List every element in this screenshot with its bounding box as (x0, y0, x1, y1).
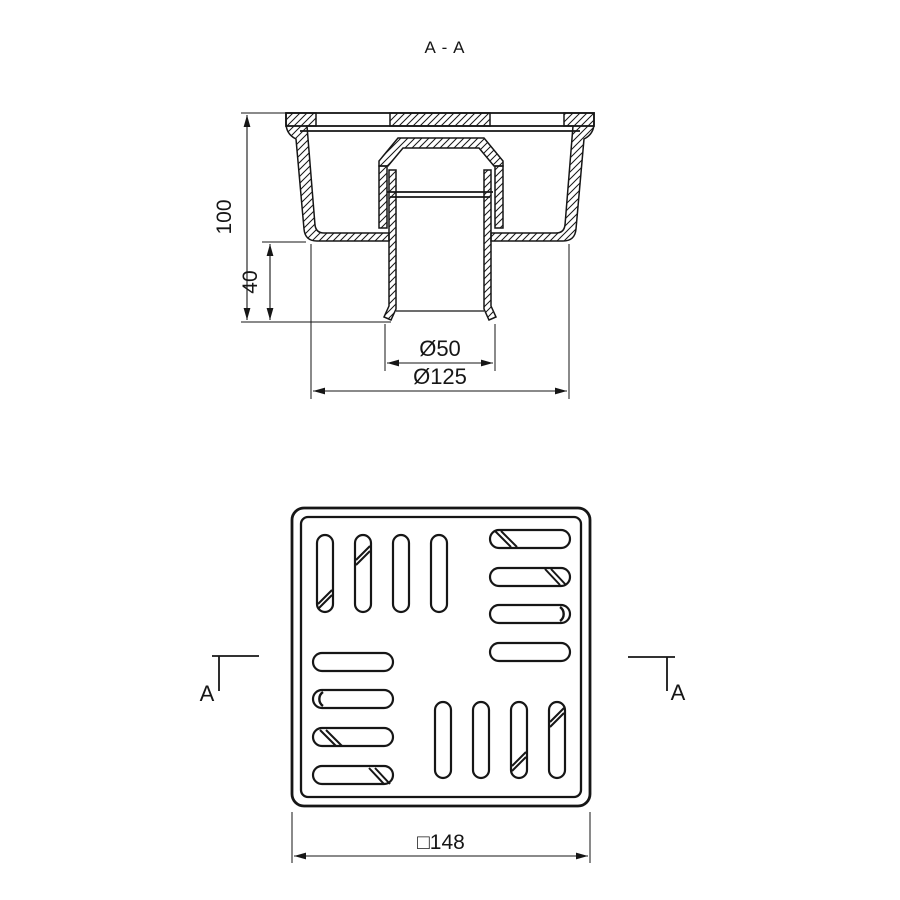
dimension-outlet-length (239, 242, 306, 320)
grate-slot (313, 728, 393, 746)
flange-center-block (390, 113, 490, 126)
grate-slot (511, 702, 527, 778)
section-marker-label-left: A (199, 681, 215, 706)
grate-slot (317, 535, 333, 612)
grate-slot (431, 535, 447, 612)
section-marker-left (200, 656, 259, 706)
grate-slot (490, 605, 570, 623)
section-title: A - A (424, 38, 466, 57)
top-view (200, 508, 686, 863)
grate-slot (393, 535, 409, 612)
dim-label-40: 40 (239, 270, 262, 294)
collar-sleeve-right (495, 166, 503, 228)
dimension-grate-size (292, 812, 590, 863)
grate-slot (473, 702, 489, 778)
dim-label-125: Ø125 (413, 364, 467, 389)
dim-label-50: Ø50 (419, 336, 461, 361)
body-wall-right (491, 113, 594, 241)
section-marker-label-right: A (670, 680, 686, 705)
flange-band (286, 113, 594, 131)
grate-slot (313, 653, 393, 671)
pipe-wall-right (484, 170, 496, 320)
dim-label-100: 100 (213, 199, 236, 235)
dim-label-148: □148 (417, 831, 465, 854)
body-wall-left (286, 113, 389, 241)
section-view (213, 38, 594, 399)
grate-slot (490, 643, 570, 661)
collar-chamfer (379, 138, 503, 166)
collar-sleeve-left (379, 166, 387, 228)
section-marker-right (628, 657, 686, 705)
grate-slot (435, 702, 451, 778)
grate-slot (313, 690, 393, 708)
